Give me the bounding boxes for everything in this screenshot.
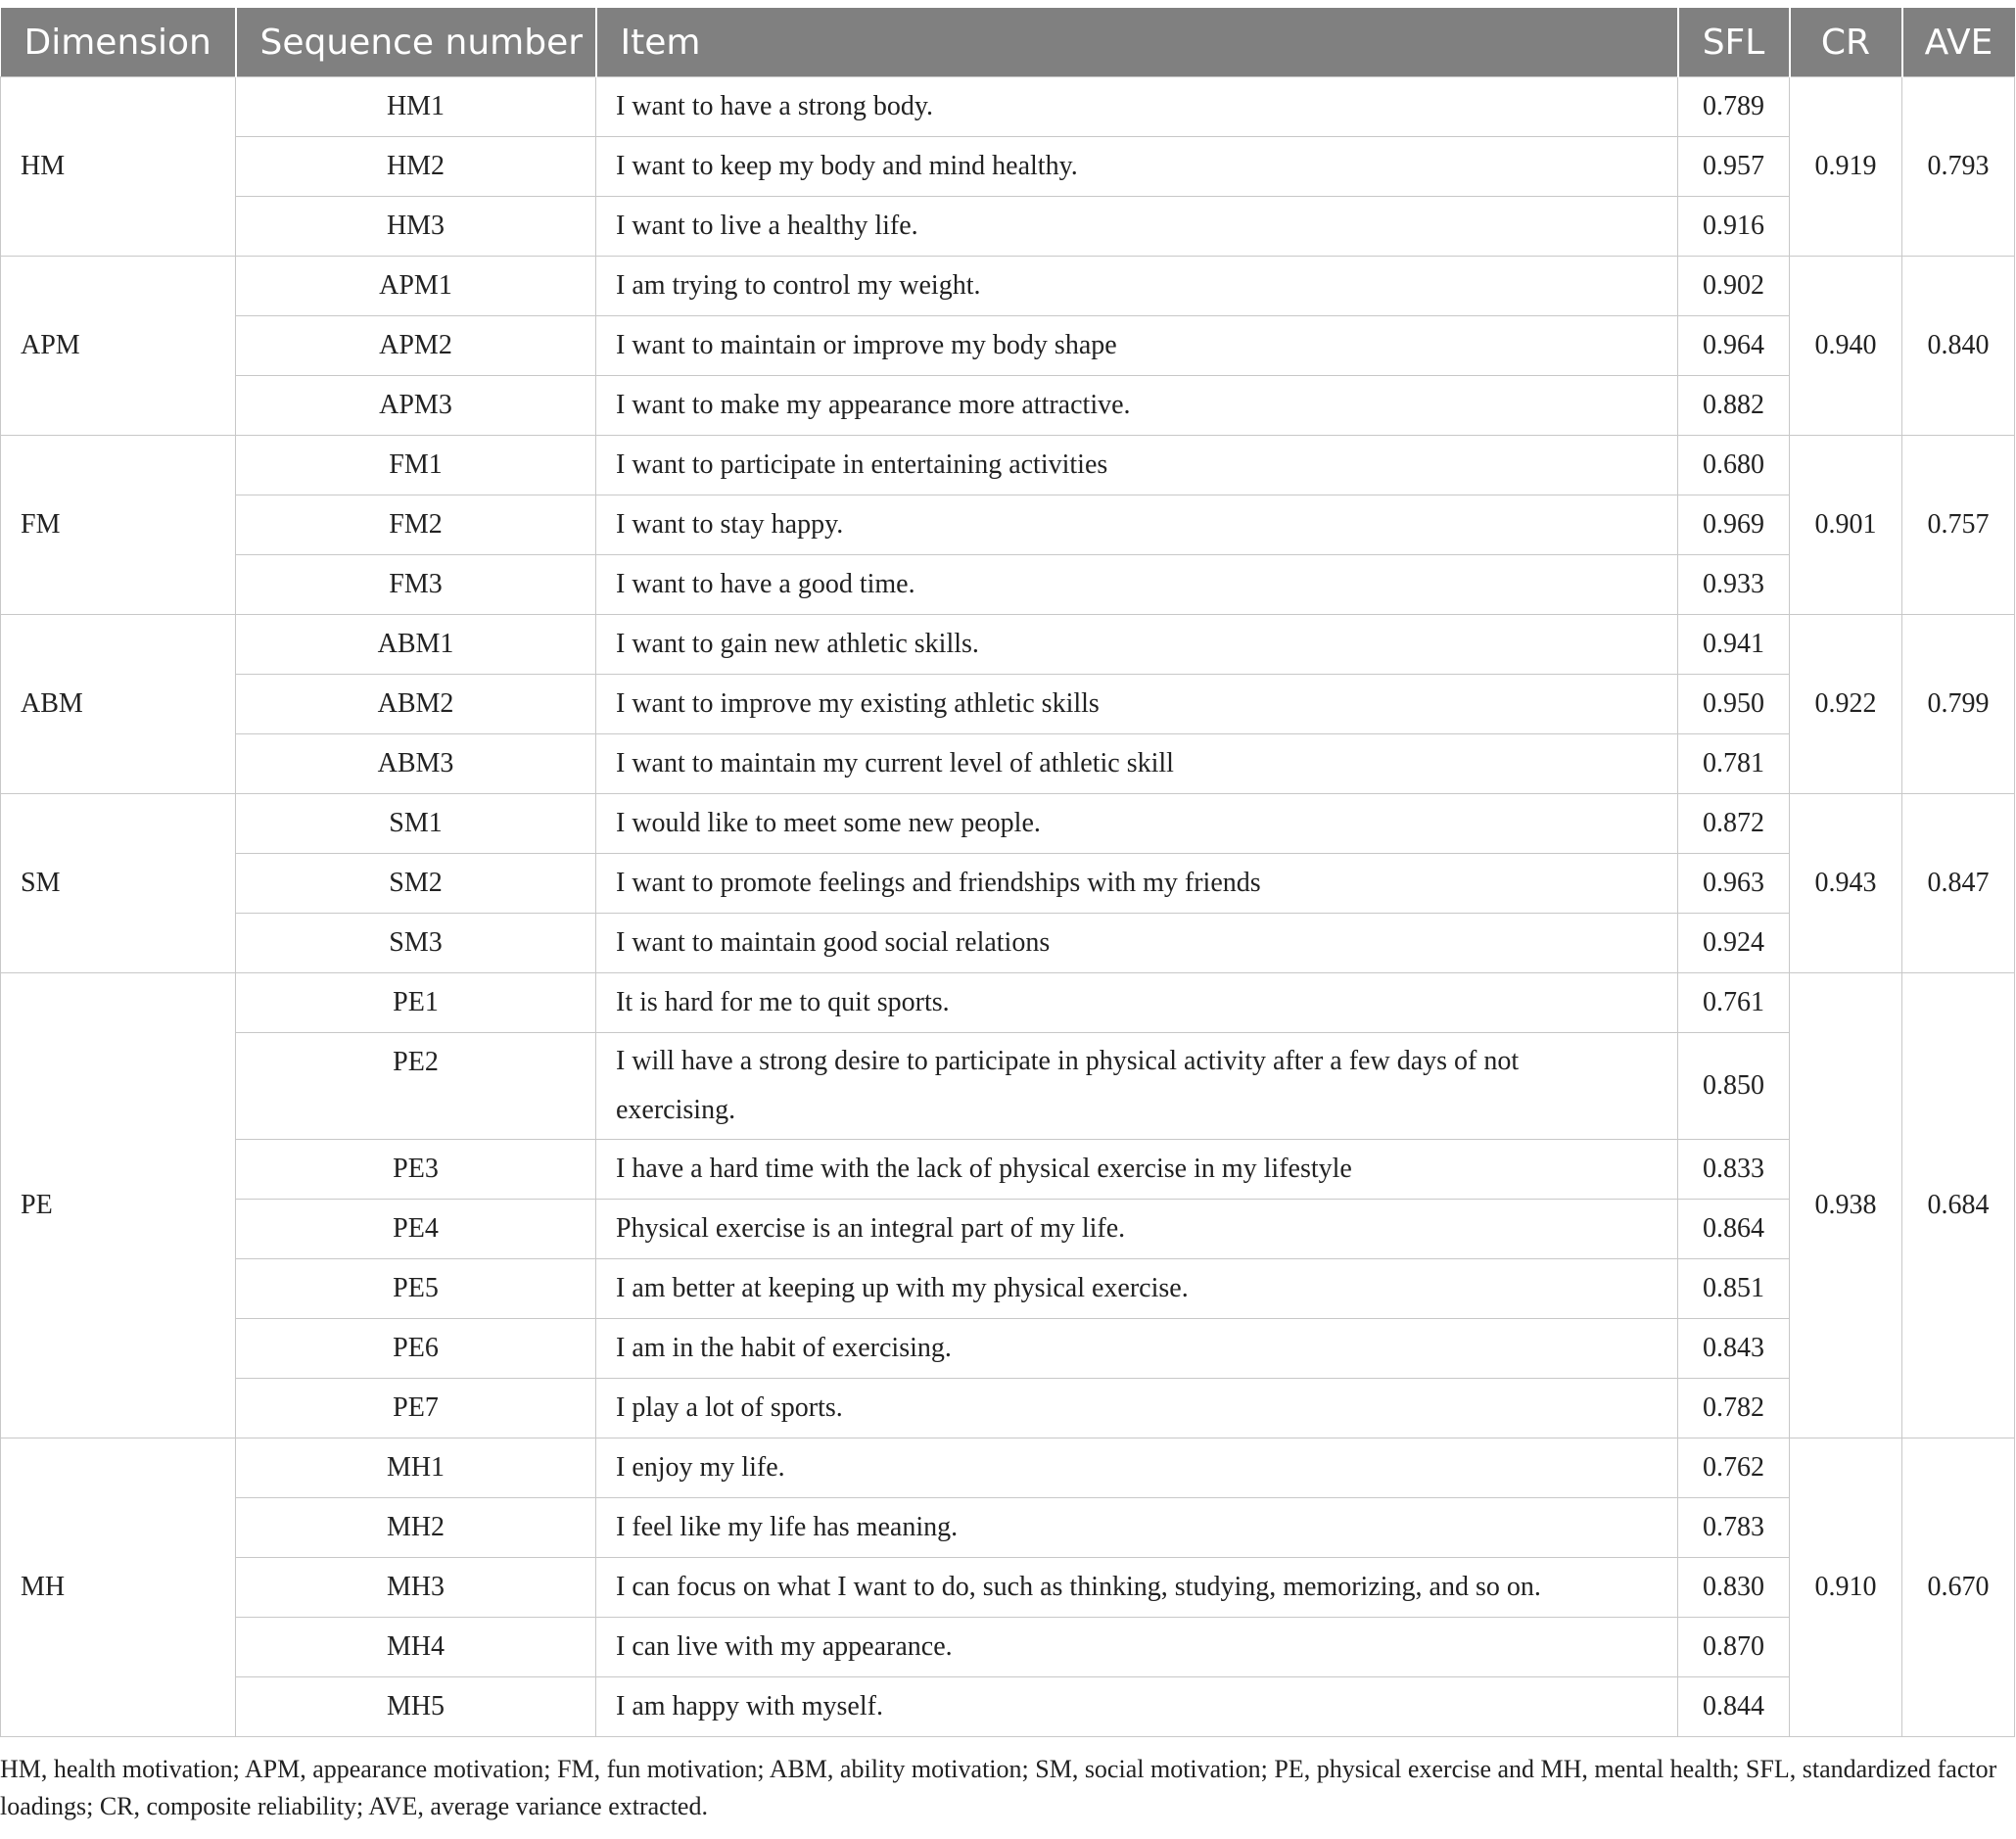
sfl-cell: 0.762 (1678, 1438, 1790, 1498)
table-row (1, 436, 2015, 495)
sfl-cell: 0.782 (1678, 1379, 1790, 1438)
dimension-cell: ABM (1, 615, 236, 794)
sequence-number-cell: HM3 (236, 197, 596, 257)
table-row (1, 675, 2015, 734)
table-row (1, 973, 2015, 1033)
sfl-cell: 0.872 (1678, 794, 1790, 854)
table-row (1, 1438, 2015, 1498)
sequence-number-cell: HM2 (236, 137, 596, 197)
sequence-number-cell: SM1 (236, 794, 596, 854)
item-cell: I want to improve my existing athletic skills (596, 675, 1678, 734)
sfl-cell: 0.844 (1678, 1677, 1790, 1737)
item-cell: I will have a strong desire to participate in physical activity after a few days of not exercising. (596, 1033, 1678, 1140)
sfl-cell: 0.851 (1678, 1259, 1790, 1319)
cr-cell: 0.943 (1790, 794, 1902, 973)
table-row (1, 854, 2015, 914)
header-cr: CR (1790, 8, 1902, 77)
dimension-cell: FM (1, 436, 236, 615)
table-row (1, 1558, 2015, 1618)
sequence-number-cell: MH2 (236, 1498, 596, 1558)
table-row (1, 555, 2015, 615)
table-row (1, 376, 2015, 436)
sequence-number-cell: SM2 (236, 854, 596, 914)
dimension-cell: MH (1, 1438, 236, 1737)
dimension-cell: PE (1, 973, 236, 1438)
item-cell: It is hard for me to quit sports. (596, 973, 1678, 1033)
item-cell: I am trying to control my weight. (596, 257, 1678, 316)
sequence-number-cell: MH4 (236, 1618, 596, 1677)
item-cell: I want to live a healthy life. (596, 197, 1678, 257)
sfl-cell: 0.783 (1678, 1498, 1790, 1558)
sequence-number-cell: PE3 (236, 1140, 596, 1200)
sfl-cell: 0.941 (1678, 615, 1790, 675)
item-cell: I want to stay happy. (596, 495, 1678, 555)
item-cell: I enjoy my life. (596, 1438, 1678, 1498)
cr-cell: 0.901 (1790, 436, 1902, 615)
table-footnote: HM, health motivation; APM, appearance motivation; FM, fun motivation; ABM, ability motivation; SM, social motivation; PE, physical exercise and MH, mental health; SFL, standardized factor loadings; CR, composite reliability; AVE, average variance extracted. (0, 1755, 1997, 1820)
header-dimension: Dimension (1, 8, 236, 77)
cr-cell: 0.922 (1790, 615, 1902, 794)
sfl-cell: 0.916 (1678, 197, 1790, 257)
sequence-number-cell: APM1 (236, 257, 596, 316)
table-row (1, 1618, 2015, 1677)
header-sequence-number: Sequence number (236, 8, 596, 77)
sequence-number-cell: PE1 (236, 973, 596, 1033)
dimension-cell: HM (1, 77, 236, 257)
table-row (1, 1677, 2015, 1737)
ave-cell: 0.757 (1902, 436, 2015, 615)
ave-cell: 0.670 (1902, 1438, 2015, 1737)
item-cell: I want to promote feelings and friendships with my friends (596, 854, 1678, 914)
sequence-number-cell: APM2 (236, 316, 596, 376)
item-cell: I want to participate in entertaining activities (596, 436, 1678, 495)
sfl-cell: 0.957 (1678, 137, 1790, 197)
table-row (1, 1140, 2015, 1200)
ave-cell: 0.799 (1902, 615, 2015, 794)
header-row (1, 8, 2015, 77)
sequence-number-cell: ABM3 (236, 734, 596, 794)
table-row (1, 77, 2015, 137)
sequence-number-cell: ABM1 (236, 615, 596, 675)
cr-cell: 0.919 (1790, 77, 1902, 257)
sequence-number-cell: MH3 (236, 1558, 596, 1618)
table-row (1, 137, 2015, 197)
sequence-number-cell: FM3 (236, 555, 596, 615)
table-row (1, 1259, 2015, 1319)
sfl-cell: 0.789 (1678, 77, 1790, 137)
reliability-table-container (0, 8, 2014, 1737)
item-cell: I play a lot of sports. (596, 1379, 1678, 1438)
item-cell: I want to keep my body and mind healthy. (596, 137, 1678, 197)
sfl-cell: 0.864 (1678, 1200, 1790, 1259)
item-cell: I want to maintain my current level of athletic skill (596, 734, 1678, 794)
item-cell: I want to make my appearance more attractive. (596, 376, 1678, 436)
sfl-cell: 0.969 (1678, 495, 1790, 555)
sequence-number-cell: SM3 (236, 914, 596, 973)
item-cell: Physical exercise is an integral part of my life. (596, 1200, 1678, 1259)
sequence-number-cell: MH1 (236, 1438, 596, 1498)
item-cell: I want to maintain good social relations (596, 914, 1678, 973)
ave-cell: 0.793 (1902, 77, 2015, 257)
sequence-number-cell: PE7 (236, 1379, 596, 1438)
sequence-number-cell: PE2 (236, 1033, 596, 1140)
sequence-number-cell: PE4 (236, 1200, 596, 1259)
sfl-cell: 0.761 (1678, 973, 1790, 1033)
table-row (1, 734, 2015, 794)
sfl-cell: 0.781 (1678, 734, 1790, 794)
table-row (1, 1319, 2015, 1379)
sfl-cell: 0.870 (1678, 1618, 1790, 1677)
sequence-number-cell: HM1 (236, 77, 596, 137)
sequence-number-cell: ABM2 (236, 675, 596, 734)
ave-cell: 0.847 (1902, 794, 2015, 973)
sfl-cell: 0.924 (1678, 914, 1790, 973)
table-row (1, 615, 2015, 675)
sequence-number-cell: PE5 (236, 1259, 596, 1319)
sfl-cell: 0.902 (1678, 257, 1790, 316)
sfl-cell: 0.830 (1678, 1558, 1790, 1618)
table-row (1, 914, 2015, 973)
sfl-cell: 0.833 (1678, 1140, 1790, 1200)
item-cell: I feel like my life has meaning. (596, 1498, 1678, 1558)
item-cell: I am better at keeping up with my physical exercise. (596, 1259, 1678, 1319)
sequence-number-cell: MH5 (236, 1677, 596, 1737)
table-row (1, 1379, 2015, 1438)
item-cell: I would like to meet some new people. (596, 794, 1678, 854)
sfl-cell: 0.882 (1678, 376, 1790, 436)
item-cell: I can live with my appearance. (596, 1618, 1678, 1677)
dimension-cell: APM (1, 257, 236, 436)
sfl-cell: 0.950 (1678, 675, 1790, 734)
table-row (1, 1033, 2015, 1140)
table-row (1, 794, 2015, 854)
cr-cell: 0.940 (1790, 257, 1902, 436)
table-row (1, 257, 2015, 316)
item-cell: I am happy with myself. (596, 1677, 1678, 1737)
sfl-cell: 0.964 (1678, 316, 1790, 376)
item-cell: I am in the habit of exercising. (596, 1319, 1678, 1379)
table-row (1, 197, 2015, 257)
ave-cell: 0.840 (1902, 257, 2015, 436)
sequence-number-cell: APM3 (236, 376, 596, 436)
header-item: Item (596, 8, 1678, 77)
item-cell: I can focus on what I want to do, such as thinking, studying, memorizing, and so on. (596, 1558, 1678, 1618)
sequence-number-cell: PE6 (236, 1319, 596, 1379)
table-row (1, 1200, 2015, 1259)
sfl-cell: 0.933 (1678, 555, 1790, 615)
table-row (1, 316, 2015, 376)
sequence-number-cell: FM2 (236, 495, 596, 555)
sequence-number-cell: FM1 (236, 436, 596, 495)
item-cell: I want to have a strong body. (596, 77, 1678, 137)
dimension-cell: SM (1, 794, 236, 973)
sfl-cell: 0.843 (1678, 1319, 1790, 1379)
cr-cell: 0.910 (1790, 1438, 1902, 1737)
header-ave: AVE (1902, 8, 2015, 77)
item-cell: I have a hard time with the lack of physical exercise in my lifestyle (596, 1140, 1678, 1200)
item-cell: I want to have a good time. (596, 555, 1678, 615)
table-row (1, 1498, 2015, 1558)
table-body (1, 77, 2015, 1737)
reliability-table (0, 8, 2015, 1737)
table-row (1, 495, 2015, 555)
ave-cell: 0.684 (1902, 973, 2015, 1438)
cr-cell: 0.938 (1790, 973, 1902, 1438)
sfl-cell: 0.963 (1678, 854, 1790, 914)
sfl-cell: 0.850 (1678, 1033, 1790, 1140)
item-cell: I want to maintain or improve my body shape (596, 316, 1678, 376)
sfl-cell: 0.680 (1678, 436, 1790, 495)
header-sfl: SFL (1678, 8, 1790, 77)
item-cell: I want to gain new athletic skills. (596, 615, 1678, 675)
